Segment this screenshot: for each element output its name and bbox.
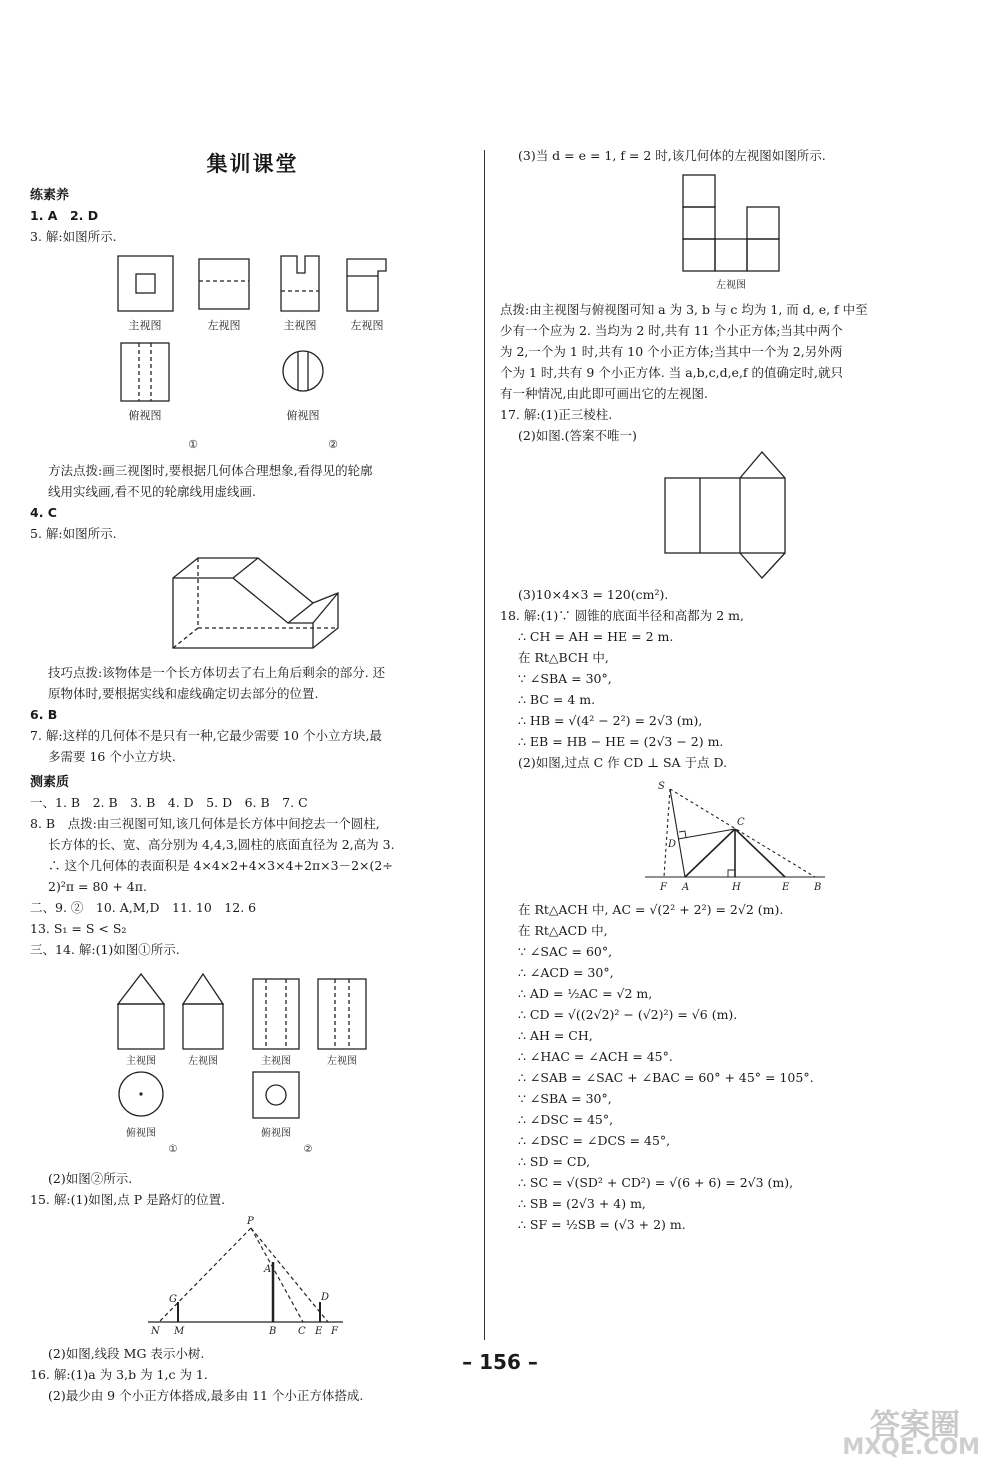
fig2-label: 俯视图: [125, 1128, 156, 1139]
answer-line: ∴ SB = (2√3 + 4) m,: [518, 1196, 646, 1211]
answer-line: ∵ ∠SAC = 60°,: [518, 944, 613, 959]
answer-line: (3)10×4×3 = 120(cm²).: [518, 587, 669, 602]
page-number: – 156 –: [462, 1350, 538, 1374]
answer-line: 18. 解:(1)∵ 圆锥的底面半径和高都为 2 m,: [500, 608, 744, 623]
right-column: [500, 145, 970, 1235]
answer-line: (2)如图,过点 C 作 CD ⊥ SA 于点 D.: [518, 755, 728, 770]
fig1-label: 主视图: [128, 319, 161, 332]
answer-line: 1. A 2. D: [30, 208, 99, 223]
column-divider: [484, 150, 485, 1340]
section-title: 集训课堂: [206, 152, 299, 176]
fig3-label: D: [320, 1292, 329, 1303]
answer-line: ∴ SC = √(SD² + CD²) = √(6 + 6) = 2√3 (m),: [518, 1175, 794, 1190]
left-view-figure: [675, 170, 795, 295]
answer-line: ∴ ∠ACD = 30°,: [518, 965, 614, 980]
answer-line: ∴ ∠DSC = ∠DCS = 45°,: [518, 1133, 671, 1148]
three-view-figure-2: [103, 964, 403, 1164]
fig3-label: F: [330, 1326, 338, 1337]
fig2-label: 左视图: [326, 1056, 357, 1067]
cut-cuboid-figure: [153, 548, 353, 658]
tip-line: 有一种情况,由此即可画出它的左视图.: [500, 386, 708, 401]
fig3-label: C: [297, 1326, 306, 1337]
answer-line: (2)如图.(答案不唯一): [518, 428, 637, 443]
answer-line: ∴ EB = HB − HE = (2√3 − 2) m.: [518, 734, 724, 749]
fig3-label: G: [168, 1294, 177, 1305]
answer-line: 二、9. ② 10. A,M,D 11. 10 12. 6: [30, 900, 257, 915]
answer-line: ∴ ∠HAC = ∠ACH = 45°.: [518, 1049, 673, 1064]
answer-line: 17. 解:(1)正三棱柱.: [500, 407, 613, 422]
answer-line: 在 Rt△BCH 中,: [518, 650, 609, 665]
answer-line: 5. 解:如图所示.: [30, 526, 117, 541]
answer-line: (2)如图,线段 MG 表示小树.: [48, 1346, 205, 1361]
subsection-heading: 练素养: [30, 188, 70, 203]
fig3-label: E: [314, 1326, 322, 1337]
tip-line: 线用实线画,看不见的轮廓线用虚线画.: [48, 484, 256, 499]
answer-line: ∴ AD = ½AC = √2 m,: [518, 986, 653, 1001]
fig5-label: A: [682, 882, 690, 893]
answer-line: ∴ 这个几何体的表面积是 4×4×2+4×3×4+2π×3－2×(2÷: [48, 858, 393, 873]
fig5-label: C: [737, 817, 745, 828]
fig2-label: ②: [303, 1144, 312, 1155]
fig3-label: A: [263, 1264, 271, 1275]
fig4-label: 左视图: [716, 280, 746, 291]
subsection-heading: 测素质: [30, 775, 70, 790]
answer-line: (3)当 d = e = 1, f = 2 时,该几何体的左视图如图所示.: [518, 148, 826, 163]
answer-line: 4. C: [30, 505, 57, 520]
answer-line: (2)最少由 9 个小正方体搭成,最多由 11 个小正方体搭成.: [48, 1388, 364, 1403]
tip-line: 技巧点拨:该物体是一个长方体切去了右上角后剩余的部分. 还: [48, 665, 386, 680]
fig5-label: S: [658, 781, 665, 792]
answer-line: 13. S₁ = S < S₂: [30, 921, 127, 936]
fig1-label: 主视图: [283, 319, 316, 332]
fig3-label: N: [150, 1326, 160, 1337]
fig3-label: M: [173, 1326, 184, 1337]
answer-line: 6. B: [30, 707, 58, 722]
tip-line: 点拨:由主视图与俯视图可知 a 为 3, b 与 c 均为 1, 而 d, e, f 中至: [500, 302, 868, 317]
fig1-label: 俯视图: [128, 409, 161, 422]
fig1-label: 俯视图: [286, 409, 319, 422]
answer-line: ∵ ∠SBA = 30°,: [518, 1091, 612, 1106]
fig5-label: F: [660, 882, 667, 893]
answer-line: ∴ AH = CH,: [518, 1028, 593, 1043]
fig1-label: ②: [327, 438, 338, 451]
left-column: [30, 140, 475, 1406]
answer-line: ∴ CD = √((2√2)² − (√2)²) = √6 (m).: [518, 1007, 738, 1022]
answer-line: ∵ ∠SBA = 30°,: [518, 671, 612, 686]
watermark-url: MXQE.COM: [842, 1435, 980, 1460]
fig2-label: ①: [168, 1144, 177, 1155]
fig5-label: D: [668, 839, 677, 850]
streetlight-figure: [143, 1214, 363, 1339]
answer-line: ∴ BC = 4 m.: [518, 692, 596, 707]
tip-line: 少有一个应为 2. 当均为 2 时,共有 11 个小正方体;当其中两个: [500, 323, 843, 338]
fig2-label: 俯视图: [260, 1128, 291, 1139]
tip-line: 个为 1 时,共有 9 个小正方体. 当 a,b,c,d,e,f 的值确定时,就只: [500, 365, 843, 380]
answer-line: (2)如图②所示.: [48, 1171, 133, 1186]
tip-line: 为 2,一个为 1 时,共有 10 个小正方体;当其中一个为 2,另外两: [500, 344, 843, 359]
fig1-label: 左视图: [207, 319, 240, 332]
tip-line: 方法点拨:画三视图时,要根据几何体合理想象,看得见的轮廓: [48, 463, 373, 478]
watermark-logo: 答案圈: [870, 1408, 960, 1443]
fig1-label: 左视图: [350, 319, 383, 332]
cone-geometry-figure: [640, 777, 830, 895]
answer-line: 2)²π = 80 + 4π.: [48, 879, 147, 894]
answer-line: 三、14. 解:(1)如图①所示.: [30, 942, 180, 957]
answer-line: 8. B 点拨:由三视图可知,该几何体是长方体中间挖去一个圆柱,: [30, 816, 380, 831]
fig5-label: E: [782, 882, 790, 893]
fig2-label: 左视图: [187, 1056, 218, 1067]
answer-line: 一、1. B 2. B 3. B 4. D 5. D 6. B 7. C: [30, 795, 308, 810]
answer-line: ∴ SD = CD,: [518, 1154, 591, 1169]
answer-line: 长方体的长、宽、高分别为 4,4,3,圆柱的底面直径为 2,高为 3.: [48, 837, 395, 852]
answer-line: 16. 解:(1)a 为 3,b 为 1,c 为 1.: [30, 1367, 208, 1382]
answer-line: 15. 解:(1)如图,点 P 是路灯的位置.: [30, 1192, 226, 1207]
tip-line: 原物体时,要根据实线和虚线确定切去部分的位置.: [48, 686, 319, 701]
answer-line: ∴ CH = AH = HE = 2 m.: [518, 629, 674, 644]
fig5-label: H: [732, 882, 741, 893]
answer-line: 3. 解:如图所示.: [30, 229, 117, 244]
fig3-label: P: [246, 1216, 254, 1227]
answer-line: ∴ ∠DSC = 45°,: [518, 1112, 614, 1127]
fig2-label: 主视图: [260, 1056, 291, 1067]
fig1-label: ①: [187, 438, 198, 451]
three-view-figure-1: [103, 251, 403, 456]
fig5-label: B: [814, 882, 822, 893]
answer-line: ∴ SF = ½SB = (√3 + 2) m.: [518, 1217, 686, 1232]
fig2-label: 主视图: [125, 1056, 156, 1067]
answer-line: ∴ HB = √(4² − 2²) = 2√3 (m),: [518, 713, 703, 728]
prism-net-figure: [660, 450, 810, 580]
answer-line: ∴ ∠SAB = ∠SAC + ∠BAC = 60° + 45° = 105°.: [518, 1070, 814, 1085]
answer-line: 在 Rt△ACD 中,: [518, 923, 608, 938]
answer-line: 7. 解:这样的几何体不是只有一种,它最少需要 10 个小立方块,最: [30, 728, 382, 743]
fig3-label: B: [268, 1326, 276, 1337]
answer-line: 多需要 16 个小立方块.: [48, 749, 176, 764]
answer-line: 在 Rt△ACH 中, AC = √(2² + 2²) = 2√2 (m).: [518, 902, 784, 917]
